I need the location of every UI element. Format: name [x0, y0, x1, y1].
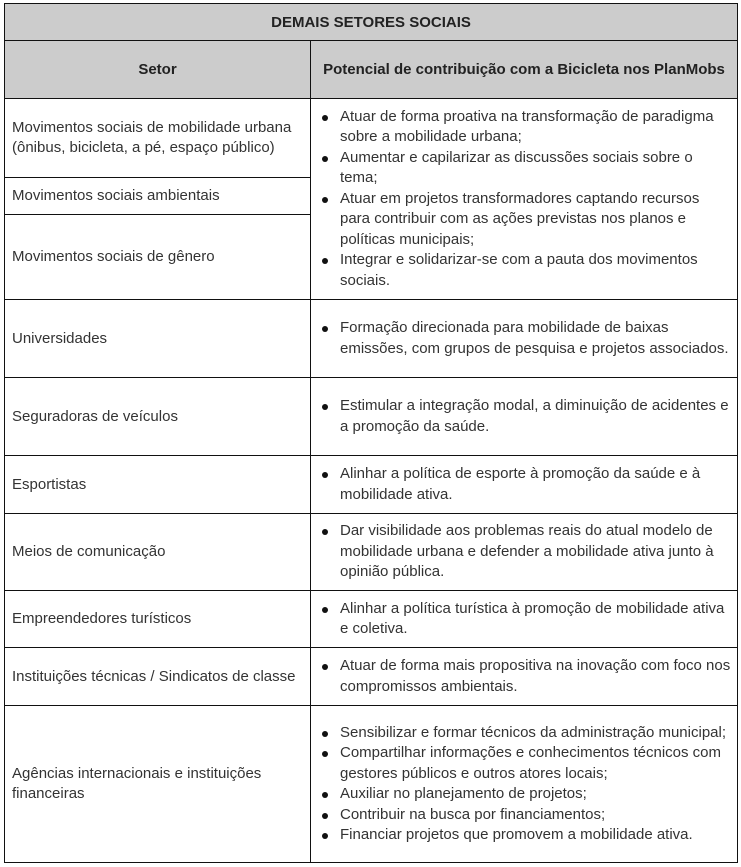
- bullet-list: [319, 318, 731, 359]
- table-row: [5, 300, 738, 378]
- table-title-row: [5, 4, 738, 41]
- bullet-list: [319, 599, 731, 640]
- table-row: [5, 378, 738, 456]
- bullet-icon: [322, 664, 328, 670]
- table-row: [5, 591, 738, 648]
- bullet-icon: [322, 404, 328, 410]
- potencial-cell: [311, 591, 738, 648]
- table-title: DEMAIS SETORES SOCIAIS: [5, 4, 738, 41]
- bullet-icon: [322, 156, 328, 162]
- bullet-list: [319, 521, 731, 583]
- potencial-cell: [311, 300, 738, 378]
- table-row: [5, 706, 738, 863]
- bullet-item: [319, 599, 731, 640]
- potencial-cell: [311, 378, 738, 456]
- bullet-text: Atuar de forma mais propositiva na inovação com foco nos compromissos ambientais.: [340, 657, 731, 695]
- bullet-icon: [322, 751, 328, 757]
- bullet-item: [319, 521, 731, 583]
- bullet-icon: [322, 472, 328, 478]
- bullet-item: [319, 743, 731, 784]
- table-row: [5, 648, 738, 706]
- potencial-cell: [311, 99, 738, 300]
- bullet-item: [319, 396, 731, 437]
- potencial-cell: [311, 514, 738, 591]
- bullet-text: Contribuir na busca por financiamentos;: [340, 805, 606, 823]
- demais-setores-table: [4, 3, 738, 863]
- setor-cell: Instituições técnicas / Sindicatos de classe: [5, 648, 311, 706]
- table-row: [5, 456, 738, 514]
- bullet-list: [319, 107, 731, 292]
- table-header-row: [5, 41, 738, 99]
- bullet-text: Integrar e solidarizar-se com a pauta dos movimentos sociais.: [340, 251, 698, 289]
- potencial-cell: [311, 706, 738, 863]
- bullet-item: [319, 318, 731, 359]
- table-row: [5, 99, 738, 178]
- bullet-icon: [322, 607, 328, 613]
- bullet-icon: [322, 833, 328, 839]
- setor-cell: Universidades: [5, 300, 311, 378]
- header-potencial: Potencial de contribuição com a Bicicleta nos PlanMobs: [311, 41, 738, 99]
- potencial-cell: [311, 648, 738, 706]
- bullet-text: Alinhar a política de esporte à promoção da saúde e à mobilidade ativa.: [340, 465, 701, 503]
- bullet-item: [319, 107, 731, 148]
- bullet-icon: [322, 731, 328, 737]
- bullet-text: Sensibilizar e formar técnicos da administração municipal;: [340, 723, 727, 741]
- setor-cell: Movimentos sociais ambientais: [5, 178, 311, 215]
- bullet-icon: [322, 792, 328, 798]
- bullet-text: Atuar em projetos transformadores captando recursos para contribuir com as ações previstas nos planos e políticas municipais;: [340, 189, 700, 248]
- bullet-text: Dar visibilidade aos problemas reais do atual modelo de mobilidade urbana e defender a mobilidade ativa junto à opinião pública.: [340, 522, 714, 581]
- table-row: [5, 514, 738, 591]
- setor-cell: Movimentos sociais de gênero: [5, 215, 311, 300]
- bullet-item: [319, 250, 731, 291]
- bullet-item: [319, 723, 731, 744]
- setor-cell: Agências internacionais e instituições financeiras: [5, 706, 311, 863]
- bullet-list: [319, 464, 731, 505]
- setor-cell: Meios de comunicação: [5, 514, 311, 591]
- bullet-item: [319, 464, 731, 505]
- bullet-item: [319, 656, 731, 697]
- bullet-item: [319, 825, 731, 846]
- bullet-icon: [322, 197, 328, 203]
- bullet-item: [319, 189, 731, 251]
- bullet-list: [319, 656, 731, 697]
- bullet-list: [319, 723, 731, 846]
- potencial-cell: [311, 456, 738, 514]
- bullet-icon: [322, 258, 328, 264]
- bullet-icon: [322, 326, 328, 332]
- bullet-icon: [322, 813, 328, 819]
- bullet-text: Formação direcionada para mobilidade de baixas emissões, com grupos de pesquisa e projetos associados.: [340, 319, 729, 357]
- bullet-text: Alinhar a política turística à promoção de mobilidade ativa e coletiva.: [340, 599, 725, 637]
- bullet-text: Financiar projetos que promovem a mobilidade ativa.: [340, 826, 693, 843]
- bullet-text: Compartilhar informações e conhecimentos técnicos com gestores públicos e outros atores locais;: [340, 744, 721, 782]
- bullet-item: [319, 805, 731, 826]
- bullet-icon: [322, 529, 328, 535]
- setor-cell: Empreendedores turísticos: [5, 591, 311, 648]
- bullet-text: Aumentar e capilarizar as discussões sociais sobre o tema;: [340, 148, 693, 187]
- bullet-text: Auxiliar no planejamento de projetos;: [340, 785, 587, 802]
- bullet-list: [319, 396, 731, 437]
- setor-cell: Seguradoras de veículos: [5, 378, 311, 456]
- header-setor: Setor: [5, 41, 311, 99]
- setor-cell: Movimentos sociais de mobilidade urbana (ônibus, bicicleta, a pé, espaço público): [5, 99, 311, 178]
- bullet-item: [319, 784, 731, 805]
- bullet-item: [319, 148, 731, 189]
- bullet-icon: [322, 115, 328, 121]
- bullet-text: Atuar de forma proativa na transformação de paradigma sobre a mobilidade urbana;: [340, 107, 714, 146]
- bullet-text: Estimular a integração modal, a diminuição de acidentes e a promoção da saúde.: [340, 397, 729, 435]
- setor-cell: Esportistas: [5, 456, 311, 514]
